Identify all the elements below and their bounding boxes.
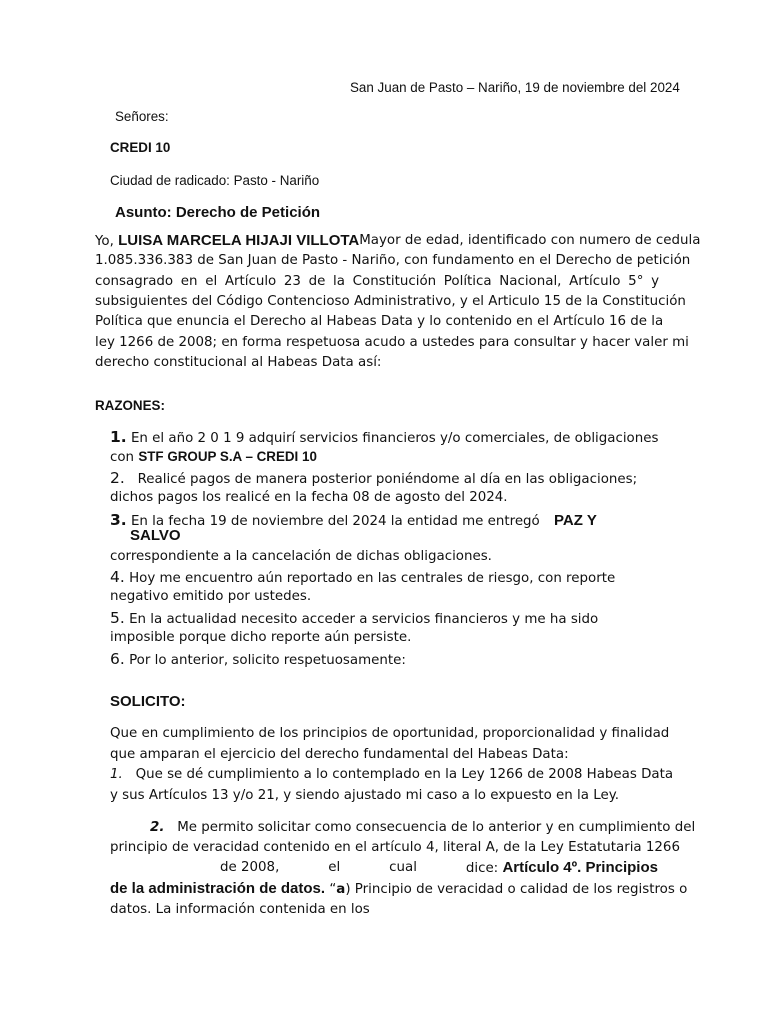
reason-5-line-2: imposible porque dicho reporte aún persiste. [110,630,412,645]
reason-3-line-1 [110,510,630,532]
item-2-article-subtitle: de la administración de datos. [110,880,326,897]
reason-2-line-2: dichos pagos los realicé en la fecha 08 de agosto del 2024. [110,490,508,505]
date-line: San Juan de Pasto – Nariño, 19 de noviembre del 2024 [350,80,680,95]
solicito-p1-line-2: que amparan el ejercicio del derecho fundamental del Habeas Data: [110,747,569,762]
reason-3-line-2: correspondiente a la cancelación de dichas obligaciones. [110,549,492,564]
reason-5-text: En la actualidad necesito acceder a servicios financieros y me ha sido [129,612,599,627]
item-2-article-title: Artículo 4º. Principios [502,859,658,876]
reason-4-text: Hoy me encuentro aún reportado en las centrales de riesgo, con reporte [129,571,616,586]
intro-line-3: consagrado en el Artículo 23 de la Constitución Política Nacional, Artículo 5° y [95,274,659,289]
reason-1-text: En el año 2 0 1 9 adquirí servicios financieros y/o comerciales, de obligaciones [130,431,659,446]
reason-6-text: Por lo anterior, solicito respetuosamente: [129,653,406,668]
reason-1-con: con [110,450,135,465]
reason-1-line-1 [110,427,659,449]
reason-1-company: STF GROUP S.A – CREDI 10 [138,449,317,464]
reason-4-number: 4. [110,568,125,586]
reason-2-text: Realicé pagos de manera posterior poniéndome al día en las obligaciones; [137,472,638,487]
intro-line-1 [95,231,701,252]
solicito-item-2-line-2: principio de veracidad contenido en el artículo 4, literal A, de la Ley Estatutaria 1266 [110,840,680,855]
intro-line-6: ley 1266 de 2008; en forma respetuosa acudo a ustedes para consultar y hacer valer mi [95,335,689,350]
razones-heading: RAZONES: [95,398,165,413]
solicito-item-2-line-3 [220,858,658,879]
solicito-item-1-line-2: y sus Artículos 13 y/o 21, y siendo ajustado mi caso a lo expuesto en la Ley. [110,788,619,803]
solicito-heading: SOLICITO: [110,693,186,710]
item-2-line-3-d: dice: [465,861,499,876]
reason-3-bold-1: PAZ Y [554,512,597,529]
reason-5-number: 5. [110,609,125,627]
reason-2-line-1 [110,468,637,490]
intro-yo: Yo, [95,234,114,249]
intro-line-7: derecho constitucional al Habeas Data así: [95,355,382,370]
reason-4-line-1 [110,567,615,589]
solicito-item-2-line-1 [150,818,695,838]
city-line: Ciudad de radicado: Pasto - Nariño [110,173,320,188]
intro-line-2: 1.085.336.383 de San Juan de Pasto - Nariño, con fundamento en el Derecho de petición [95,253,691,268]
solicito-item-2-line-5: datos. La información contenida en los [110,902,370,917]
solicito-item-1-text: Que se dé cumplimiento a lo contemplado en la Ley 1266 de 2008 Habeas Data [135,767,674,782]
solicito-item-2-line-4 [110,879,688,900]
solicito-item-2-number: 2. [150,820,165,835]
item-2-line-3-c: cual [389,860,417,875]
intro-line-4: subsiguientes del Código Contencioso Administrativo, y el Articulo 15 de la Constitución [95,294,686,309]
reason-2-number: 2. [110,469,125,487]
item-2-literal-a: a [336,882,346,897]
salutation: Señores: [115,109,169,124]
item-2-line-4-rest: ) Principio de veracidad o calidad de los registros o [345,882,688,897]
reason-1-number: 1. [110,428,127,446]
reason-6-line-1 [110,649,406,671]
intro-line-1-rest: Mayor de edad, identificado con numero de cedula [359,233,701,248]
intro-line-5: Política que enuncia el Derecho al Habeas Data y lo contenido en el Artículo 16 de la [95,314,664,329]
solicito-item-1-number: 1. [110,767,123,782]
recipient: CREDI 10 [110,140,171,155]
subject-text: Asunto: Derecho de Petición [115,204,321,221]
reason-5-line-1 [110,608,598,630]
item-2-line-3-a: de 2008, [220,860,280,875]
reason-6-number: 6. [110,650,125,668]
item-2-line-3-b: el [328,860,341,875]
reason-1-line-2 [110,447,317,468]
reason-3-bold-2: SALVO [130,527,181,544]
reason-4-line-2: negativo emitido por ustedes. [110,589,312,604]
solicito-item-2-text: Me permito solicitar como consecuencia de lo anterior y en cumplimiento del [177,820,696,835]
solicito-p1-line-1: Que en cumplimiento de los principios de oportunidad, proporcionalidad y finalidad [110,726,670,741]
solicito-item-1-line-1 [110,765,673,785]
petitioner-name: LUISA MARCELA HIJAJI VILLOTA [118,232,360,249]
reason-3-text: En la fecha 19 de noviembre del 2024 la entidad me entregó [130,514,540,529]
subject [115,203,320,223]
item-2-quote-open: “ [329,882,337,897]
reason-3-number: 3. [110,511,127,529]
